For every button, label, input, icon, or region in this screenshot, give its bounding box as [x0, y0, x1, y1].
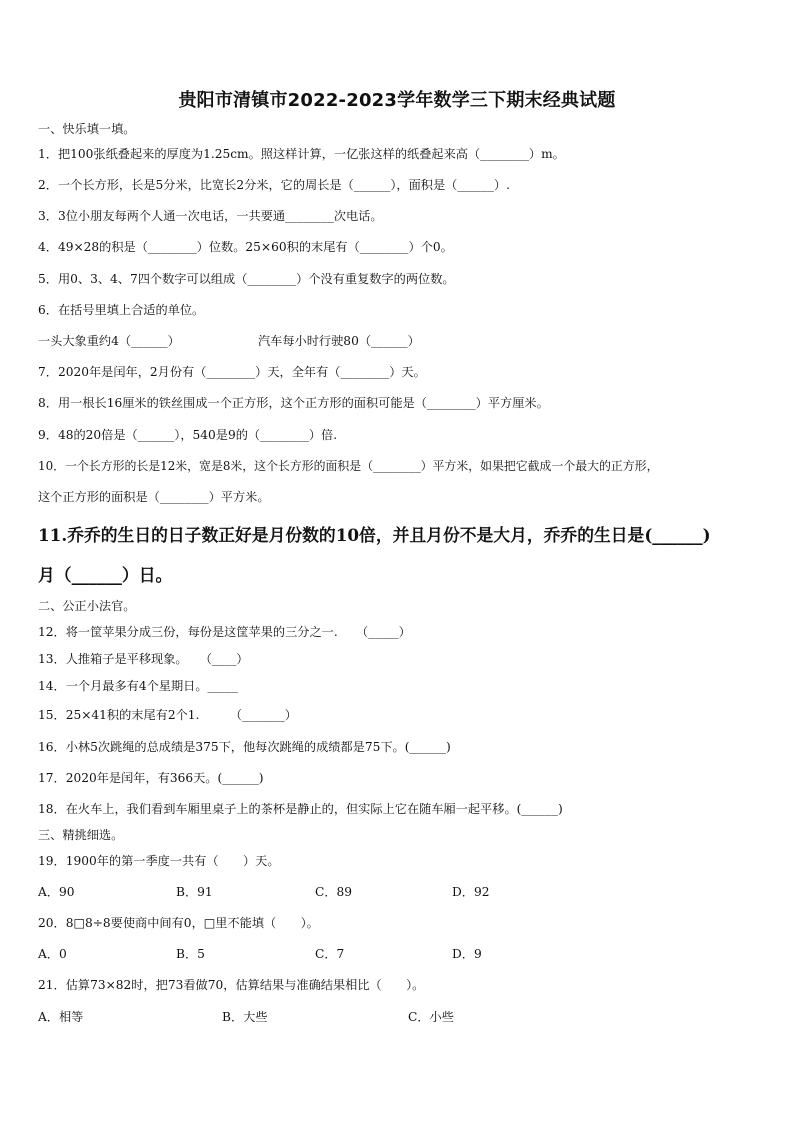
- question-10-line-2: 这个正方形的面积是（________）平方米。: [38, 490, 270, 504]
- section-heading-2: 二、公正小法官。: [38, 599, 136, 613]
- question-1: 1．把100张纸叠起来的厚度为1.25cm。照这样计算，一亿张这样的纸叠起来高（________）m。: [38, 147, 565, 161]
- question-20: 20．8□8÷8要使商中间有0，□里不能填（ ）。: [38, 916, 319, 930]
- question-5: 5．用0、3、4、7四个数字可以组成（________）个没有重复数字的两位数。: [38, 272, 455, 286]
- question-3: 3．3位小朋友每两个人通一次电话，一共要通________次电话。: [38, 209, 383, 223]
- question-21-option-b: B．大些: [222, 1010, 268, 1024]
- question-18: 18．在火车上，我们看到车厢里桌子上的茶杯是静止的，但实际上它在随车厢一起平移。(______): [38, 802, 563, 816]
- section-heading-1: 一、快乐填一填。: [38, 122, 136, 136]
- question-7: 7．2020年是闰年，2月份有（________）天，全年有（________）天。: [38, 365, 426, 379]
- question-4: 4．49×28的积是（________）位数。25×60积的末尾有（________）个0。: [38, 240, 453, 254]
- question-19-option-d: D．92: [452, 885, 490, 899]
- question-2: 2．一个长方形，长是5分米，比宽长2分米，它的周长是（______），面积是（______）.: [38, 178, 510, 192]
- question-11-line-2: 月（______）日。: [38, 565, 173, 585]
- question-20-option-c: C．7: [315, 947, 345, 961]
- section-heading-3: 三、精挑细选。: [38, 828, 124, 842]
- question-10-line-1: 10．一个长方形的长是12米，宽是8米，这个长方形的面积是（________）平方米，如果把它截成一个最大的正方形，: [38, 459, 659, 473]
- question-14: 14．一个月最多有4个星期日。_____: [38, 679, 238, 693]
- question-19-option-a: A．90: [38, 885, 75, 899]
- question-12: 12．将一筐苹果分成三份，每份是这筐苹果的三分之一. （_____）: [38, 625, 411, 639]
- question-6-part-a: 一头大象重约4（______）: [38, 334, 180, 348]
- question-17: 17．2020年是闰年，有366天。(______): [38, 771, 264, 785]
- question-15: 15．25×41积的末尾有2个1. （_______）: [38, 708, 297, 722]
- question-20-option-d: D．9: [452, 947, 482, 961]
- question-6: 6．在括号里填上合适的单位。: [38, 303, 205, 317]
- question-21-option-c: C．小些: [408, 1010, 454, 1024]
- question-20-option-b: B．5: [176, 947, 205, 961]
- question-19-option-b: B．91: [176, 885, 213, 899]
- question-9: 9．48的20倍是（______），540是9的（________）倍.: [38, 428, 338, 442]
- question-13: 13．人推箱子是平移现象。 （____）: [38, 652, 249, 666]
- question-20-option-a: A．0: [38, 947, 67, 961]
- question-19: 19．1900年的第一季度一共有（ ）天。: [38, 854, 280, 868]
- question-19-option-c: C．89: [315, 885, 353, 899]
- question-21-option-a: A．相等: [38, 1010, 84, 1024]
- question-8: 8．用一根长16厘米的铁丝围成一个正方形，这个正方形的面积可能是（________）平方厘米。: [38, 396, 549, 410]
- question-6-part-b: 汽车每小时行驶80（______）: [258, 334, 420, 348]
- question-16: 16．小林5次跳绳的总成绩是375下，他每次跳绳的成绩都是75下。(______): [38, 740, 451, 754]
- page-title: 贵阳市清镇市2022-2023学年数学三下期末经典试题: [178, 90, 616, 111]
- question-11-line-1: 11.乔乔的生日的日子数正好是月份数的10倍，并且月份不是大月，乔乔的生日是(______): [38, 525, 711, 545]
- question-21: 21．估算73×82时，把73看做70，估算结果与准确结果相比（ ）。: [38, 978, 425, 992]
